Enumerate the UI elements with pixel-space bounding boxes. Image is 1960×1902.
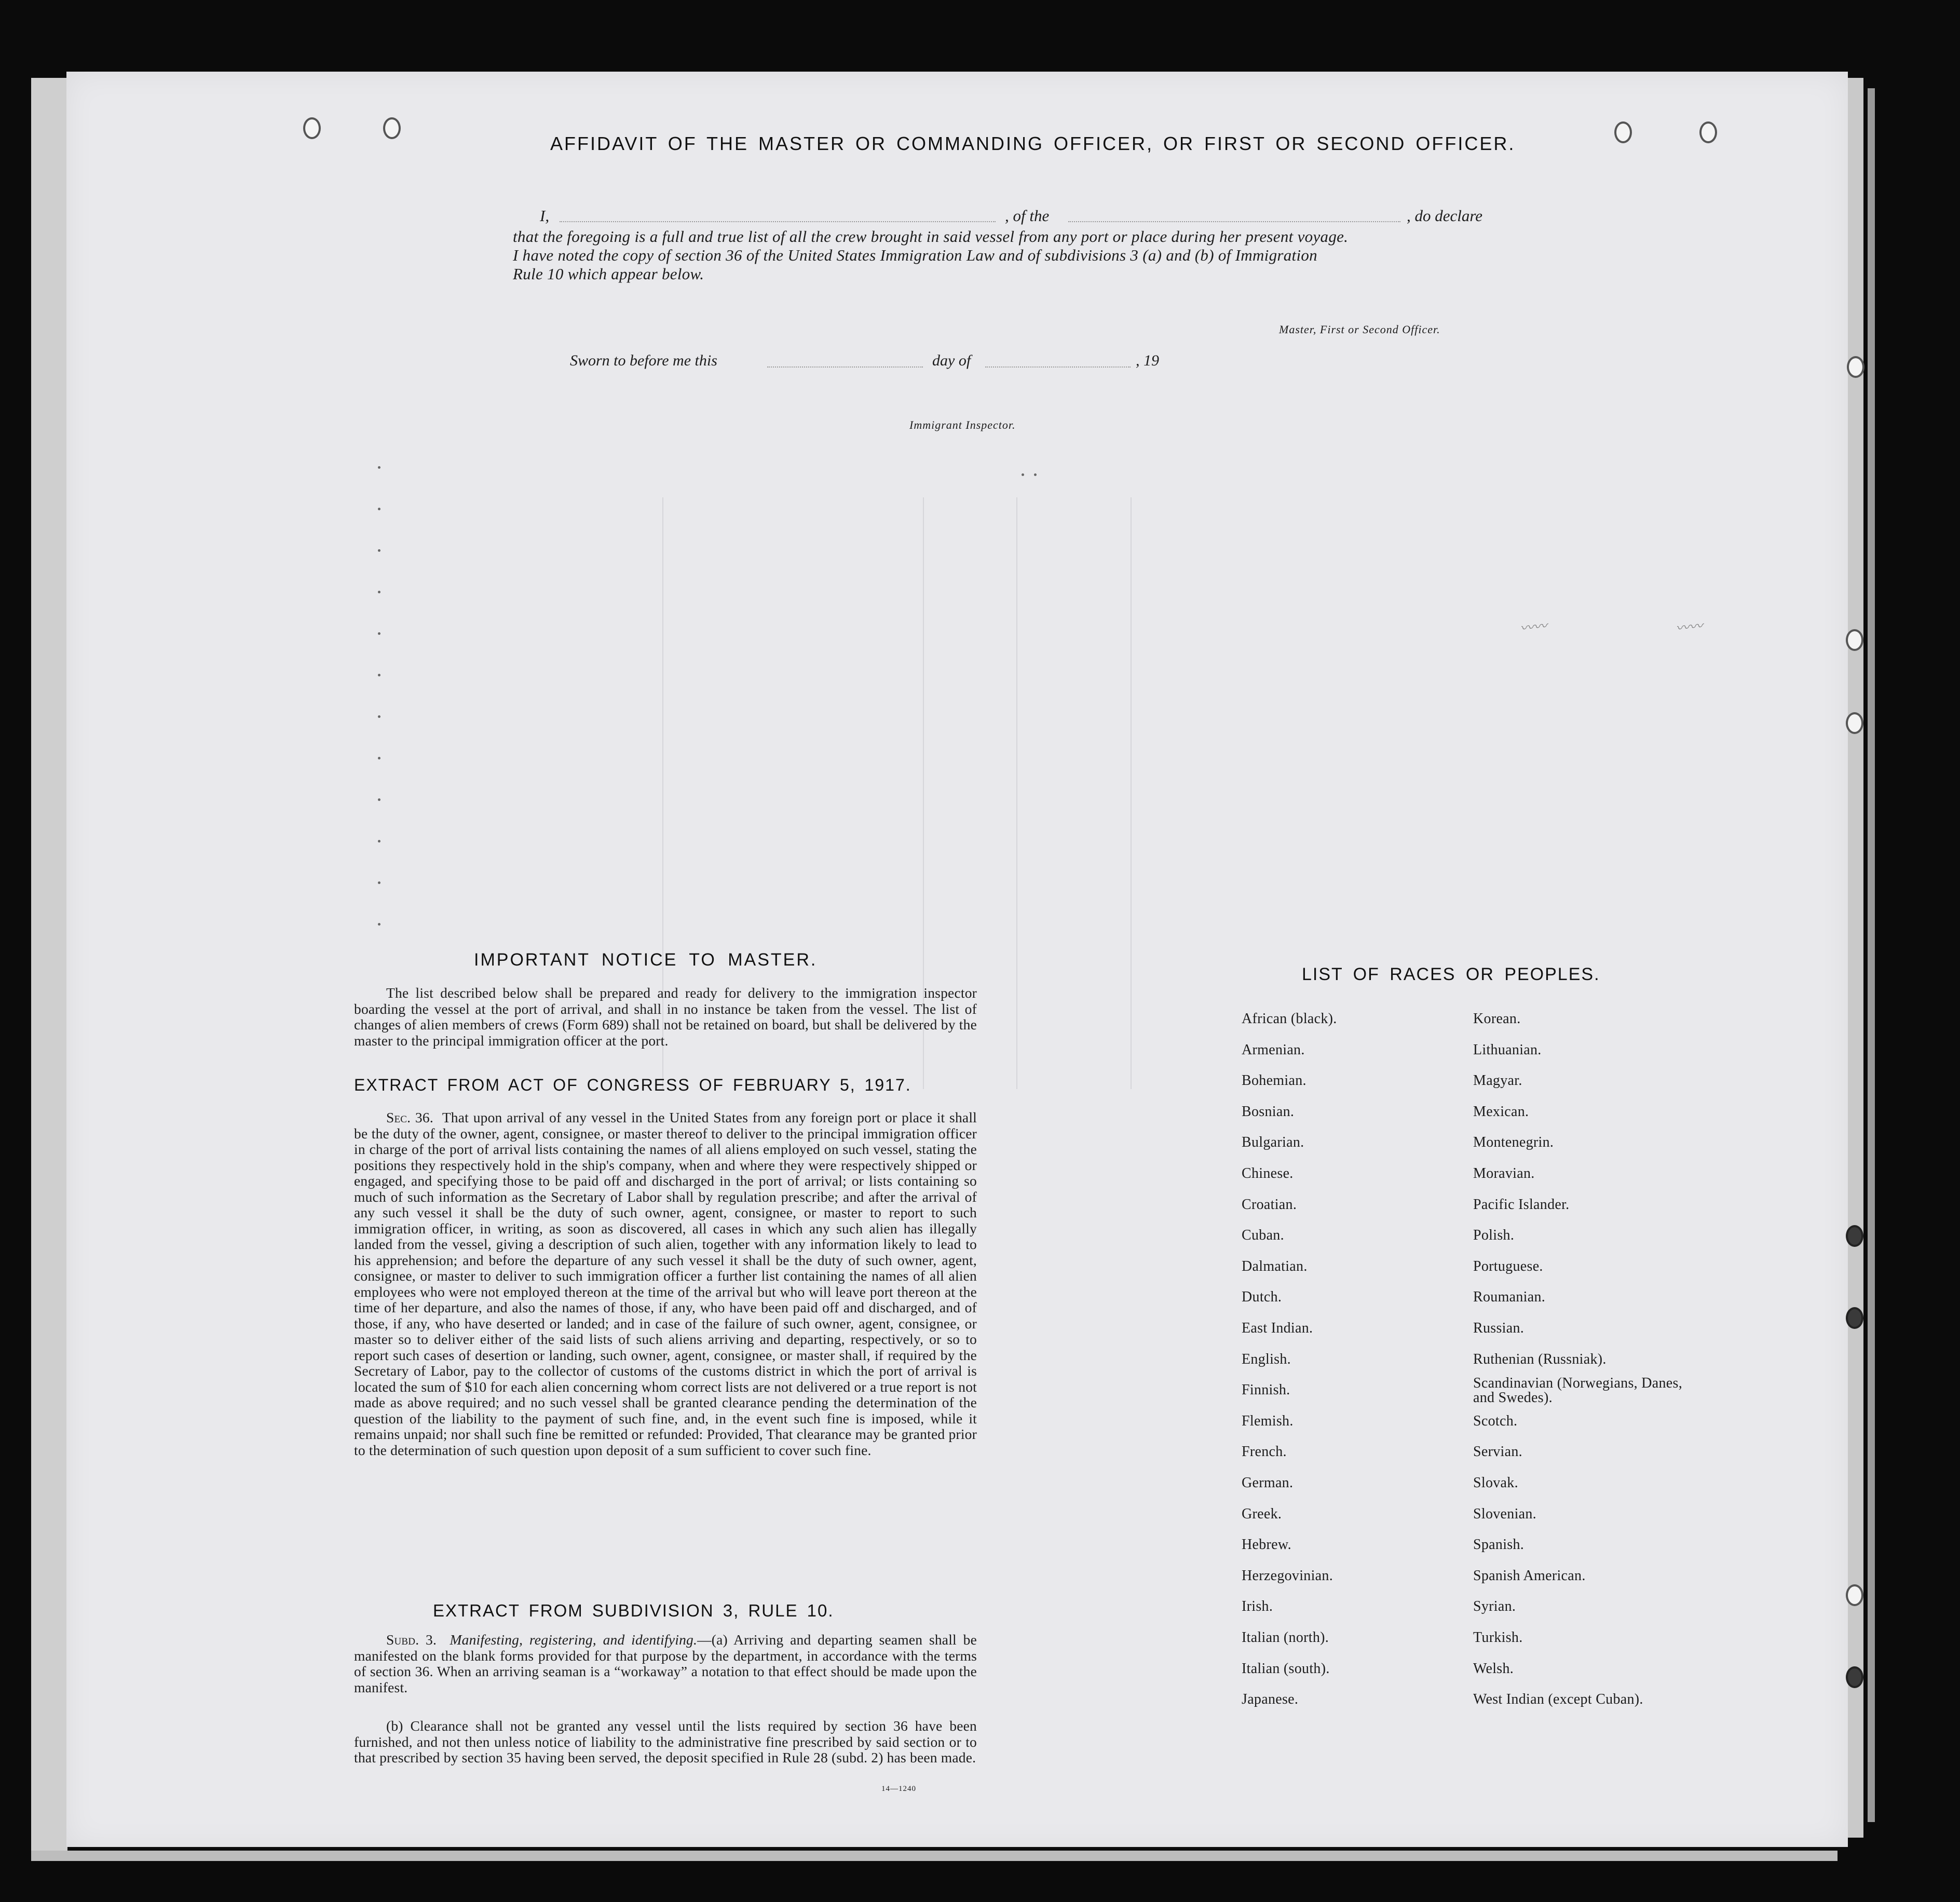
affidavit-line: I have noted the copy of section 36 of the United States Immigration Law and of subdivisions 3 (a) and (b) of Immigration [513,246,1317,264]
race-item: Polish. [1473,1227,1515,1244]
race-item: Hebrew. [1242,1537,1291,1553]
vessel-blank-line [1068,220,1400,222]
faint-handwriting: 〰〰 [1519,618,1548,636]
race-item: Portuguese. [1473,1258,1543,1274]
race-item: Greek. [1242,1505,1282,1522]
race-item: Montenegrin. [1473,1134,1554,1151]
race-item: Croatian. [1242,1196,1297,1213]
faint-rule [1016,497,1017,1089]
affidavit-title: AFFIDAVIT OF THE MASTER OR COMMANDING OFFICER, OR FIRST OR SECOND OFFICER. [550,133,1516,154]
margin-dot [1022,473,1024,476]
race-item: Spanish American. [1473,1567,1586,1584]
punch-hole-icon [1846,1225,1863,1247]
margin-dot [378,757,380,759]
race-item: Dutch. [1242,1289,1282,1306]
affidavit-line: that the foregoing is a full and true list of all the crew brought in said vessel from any port or place during her present voyage. [513,227,1349,246]
year-label: , 19 [1136,352,1159,369]
race-item: African (black). [1242,1011,1337,1027]
day-blank-line [767,365,923,368]
race-item: Italian (north). [1242,1629,1329,1646]
faint-rule [1131,497,1132,1089]
race-item: Italian (south). [1242,1660,1330,1677]
subdivision-a-text [354,1632,977,1695]
margin-dot [378,508,380,510]
punch-hole-icon [1847,356,1864,378]
race-item: Herzegovinian. [1242,1567,1333,1584]
sheet-edge-bottom [31,1851,1837,1861]
month-blank-line [985,365,1131,368]
race-item: Bohemian. [1242,1072,1306,1089]
section-36-text [354,1110,977,1458]
race-item: German. [1242,1475,1294,1491]
section-body: That upon arrival of any vessel in the United States from any foreign port or place it shall be the duty of the owner, agent, consignee, or master thereof to deliver to the principal immigration officer in charge of the port of arrival lists containing the names of all aliens employed on such vessel, stating the positions they respectively hold in the ship's company, when and where they were respectively shipped or engaged, and specifying those to be paid off and discharged in the port of arrival; or lists containing so much of such information as the Secretary of Labor shall by regulation prescribe; and after the arrival of any such vessel it shall be the duty of such owner, agent, consignee, or master to report to such immigration officer, in writing, as soon as discovered, all cases in which any such alien has illegally landed from the vessel, giving a description of such alien, together with any information likely to lead to his apprehension; and before the departure of any such vessel it shall be the duty of such owner, agent, consignee, or master to deliver to such immigration officer a further list containing the names of all alien employees who were not employed thereon at the time of the arrival but who will leave port thereon at the time of her departure, and also the names of those, if any, who have been paid off and discharged, and of those, if any, who have deserted or landed; and in case of the failure of such owner, agent, consignee, or master so to deliver either of the said lists of such aliens arriving and departing, respectively, or so to report such cases of desertion or landing, such owner, agent, consignee, or master shall, if required by the Secretary of Labor, pay to the collector of customs of the customs district in which the port of arrival is located the sum of $10 for each alien concerning whom correct lists are not delivered or a true report is not made as above required; and no such vessel shall be granted clearance pending the determination of the question of the liability to the payment of such fine, and, in the event such fine is imposed, while it remains unpaid; nor shall such fine be remitted or refunded: Provided, That clearance may be granted prior to the determination of such question upon deposit of a sum sufficient to cover such fine. [354,1109,977,1458]
race-item: Scandinavian (Norwegians, Danes, and Swedes). [1473,1375,1683,1406]
notice-title: IMPORTANT NOTICE TO MASTER. [474,950,818,970]
race-item: Cuban. [1242,1227,1284,1244]
race-item: Servian. [1473,1444,1522,1460]
race-item: English. [1242,1351,1291,1367]
form-number: 14—1240 [881,1785,916,1793]
punch-hole-icon [1614,121,1632,143]
race-item: Flemish. [1242,1412,1294,1429]
margin-dot [378,632,380,635]
master-signature-label: Master, First or Second Officer. [1279,323,1440,336]
race-item: French. [1242,1444,1287,1460]
race-item: East Indian. [1242,1320,1313,1336]
race-item: Slovenian. [1473,1505,1536,1522]
affidavit-do-declare: , do declare [1407,207,1483,225]
affidavit-body [513,227,1583,283]
subdivision-a-body: —(a) Arriving and departing seamen shall be manifested on the blank forms provided for that purpose by the department, in accordance with the terms of section 36. When an arriving seaman is a “workaway” a notation to that effect should be made upon the manifest. [354,1632,977,1695]
race-item: Lithuanian. [1473,1041,1542,1058]
margin-dot [378,591,380,593]
faint-handwriting: 〰〰 [1675,618,1704,636]
race-item: Irish. [1242,1598,1273,1615]
margin-dot [378,881,380,884]
sheet-edge-right-outer [1868,88,1875,1822]
affidavit-line: Rule 10 which appear below. [513,265,704,283]
race-item: Chinese. [1242,1165,1294,1181]
extract-act-title: EXTRACT FROM ACT OF CONGRESS OF FEBRUARY 5, 1917. [354,1076,911,1094]
margin-dot [378,466,380,469]
punch-hole-icon [303,117,321,139]
punch-hole-icon [1846,1666,1863,1688]
day-of-label: day of [932,352,971,369]
race-item: Spanish. [1473,1537,1525,1553]
race-item: Pacific Islander. [1473,1196,1570,1213]
race-item: Japanese. [1242,1691,1299,1708]
race-item: West Indian (except Cuban). [1473,1691,1643,1708]
punch-hole-icon [1846,712,1863,734]
margin-dot [378,840,380,843]
affidavit-of-label: , of the [1005,207,1050,225]
race-item: Scotch. [1473,1412,1518,1429]
punch-hole-icon [1846,1584,1863,1606]
race-item: Magyar. [1473,1072,1522,1089]
name-blank-line [560,220,996,222]
section-label: Sec. 36. [386,1109,433,1125]
document-page [66,72,1848,1847]
race-item: Syrian. [1473,1598,1516,1615]
margin-dot [378,674,380,676]
race-item: Armenian. [1242,1041,1305,1058]
punch-hole-icon [1846,629,1863,651]
race-item: Bosnian. [1242,1103,1295,1120]
race-item: Dalmatian. [1242,1258,1308,1274]
extract-rule-title: EXTRACT FROM SUBDIVISION 3, RULE 10. [433,1601,834,1620]
margin-dot [378,923,380,926]
race-item: Moravian. [1473,1165,1535,1181]
race-item: Bulgarian. [1242,1134,1304,1151]
race-item: Korean. [1473,1011,1521,1027]
sheet-edge-right [1848,78,1863,1838]
margin-dot [378,715,380,718]
subdivision-label: Subd. 3. [386,1632,437,1648]
punch-hole-icon [1846,1307,1863,1329]
subdivision-heading: Manifesting, registering, and identifying. [450,1632,698,1648]
race-item: Slovak. [1473,1475,1518,1491]
margin-dot [1034,473,1037,476]
notice-text: The list described below shall be prepared and ready for delivery to the immigration inspector boarding the vessel at the port of arrival, and shall in no instance be taken from the vessel. The list of changes of alien members of crews (Form 689) shall not be retained on board, but shall be delivered by the master to the principal immigration officer at the port. [354,985,977,1049]
margin-dot [378,549,380,552]
margin-dot [378,798,380,801]
race-item: Roumanian. [1473,1289,1546,1306]
race-item: Welsh. [1473,1660,1514,1677]
sworn-label: Sworn to before me this [570,352,717,369]
races-list-title: LIST OF RACES OR PEOPLES. [1302,964,1600,984]
subdivision-b-text: (b) Clearance shall not be granted any vessel until the lists required by section 36 have been furnished, and not then unless notice of liability to the administrative fine prescribed by said section or to that prescribed by section 35 having been served, the deposit specified in Rule 28 (subd. 2) has been made. [354,1718,977,1765]
punch-hole-icon [383,117,401,139]
immigrant-inspector-label: Immigrant Inspector. [909,418,1016,431]
race-item: Ruthenian (Russniak). [1473,1351,1607,1367]
race-item: Mexican. [1473,1103,1529,1120]
punch-hole-icon [1699,121,1717,143]
affidavit-i-label: I, [540,207,550,225]
race-item: Russian. [1473,1320,1525,1336]
race-item: Turkish. [1473,1629,1523,1646]
race-item: Finnish. [1242,1382,1290,1398]
sheet-edge-left [31,78,67,1853]
